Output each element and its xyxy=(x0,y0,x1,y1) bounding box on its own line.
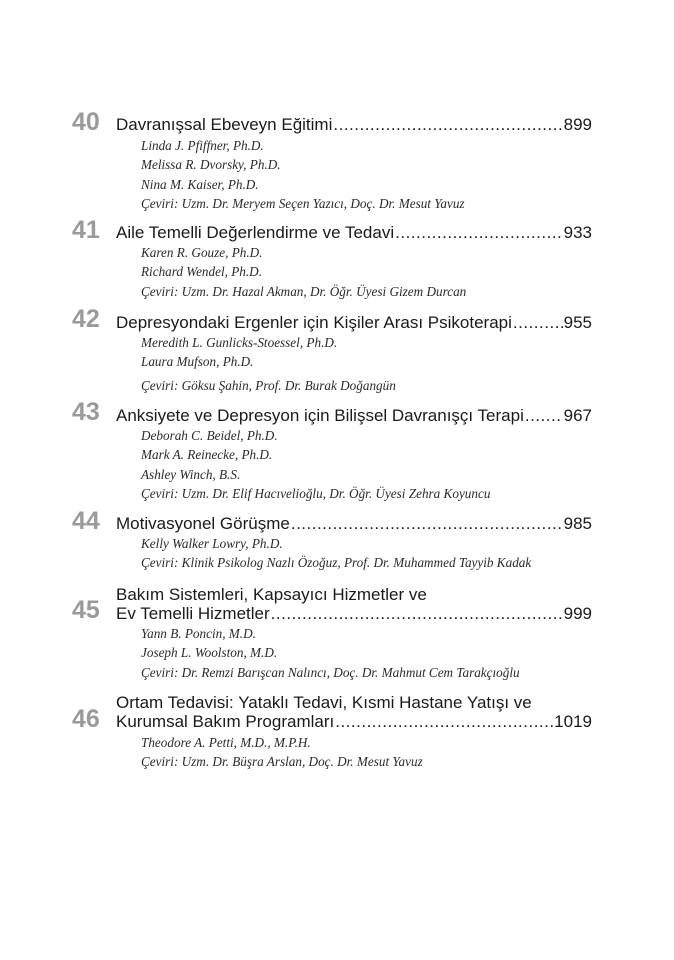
chapter-title-line[interactable] xyxy=(116,604,592,624)
chapter-number: 41 xyxy=(72,216,100,244)
author: Karen R. Gouze, Ph.D. xyxy=(141,245,263,260)
chapter-title: Kurumsal Bakım Programları xyxy=(116,712,335,731)
author: Melissa R. Dvorsky, Ph.D. xyxy=(141,157,281,173)
dot-leader xyxy=(525,406,563,426)
dot-leader xyxy=(333,115,562,135)
author: Deborah C. Beidel, Ph.D. xyxy=(141,428,278,443)
author-list xyxy=(141,243,611,301)
translator-line: Çeviri: Uzm. Dr. Meryem Seçen Yazıcı, Doç. Dr. Mesut Yavuz xyxy=(141,195,465,211)
page-number: 967 xyxy=(563,406,592,425)
chapter-title-line[interactable] xyxy=(116,223,592,243)
chapter-title-line[interactable] xyxy=(116,115,592,135)
chapter-title-line[interactable] xyxy=(116,514,592,534)
author: Kelly Walker Lowry, Ph.D. xyxy=(141,536,283,551)
chapter-title: Anksiyete ve Depresyon için Bilişsel Davranışçı Terapi xyxy=(116,406,524,425)
author: Yann B. Poncin, M.D. xyxy=(141,626,256,641)
dot-leader xyxy=(271,604,563,624)
chapter-title-line[interactable] xyxy=(116,313,592,333)
translator-line: Çeviri: Klinik Psikolog Nazlı Özoğuz, Prof. Dr. Muhammed Tayyib Kadak xyxy=(141,555,532,571)
chapter-title-line[interactable] xyxy=(116,693,592,713)
chapter-number: 40 xyxy=(72,108,100,136)
author-list xyxy=(141,733,611,772)
chapter-title-line[interactable] xyxy=(116,585,592,605)
chapter-title-line[interactable] xyxy=(116,406,592,426)
page-number: 1019 xyxy=(554,712,592,731)
page-number: 933 xyxy=(563,223,592,242)
chapter-title: Motivasyonel Görüşme xyxy=(116,514,290,533)
page-number: 985 xyxy=(563,514,592,533)
page-number: 899 xyxy=(563,115,592,134)
translator-line: Çeviri: Uzm. Dr. Büşra Arslan, Doç. Dr. Mesut Yavuz xyxy=(141,754,423,770)
chapter-number: 45 xyxy=(72,596,100,624)
dot-leader xyxy=(335,712,553,732)
page-number: 955 xyxy=(563,313,592,332)
author: Joseph L. Woolston, M.D. xyxy=(141,645,278,661)
chapter-number: 43 xyxy=(72,398,100,426)
chapter-number: 44 xyxy=(72,507,100,535)
author: Meredith L. Gunlicks-Stoessel, Ph.D. xyxy=(141,335,338,350)
translator-line: Çeviri: Uzm. Dr. Elif Hacıvelioğlu, Dr. Öğr. Üyesi Zehra Koyuncu xyxy=(141,485,491,501)
author: Laura Mufson, Ph.D. xyxy=(141,354,254,370)
chapter-title-line[interactable] xyxy=(116,712,592,732)
chapter-title: Ev Temelli Hizmetler xyxy=(116,604,270,623)
chapter-number: 42 xyxy=(72,305,100,333)
dot-leader xyxy=(395,223,563,243)
author: Theodore A. Petti, M.D., M.P.H. xyxy=(141,735,311,750)
translator-line: Çeviri: Uzm. Dr. Hazal Akman, Dr. Öğr. Üyesi Gizem Durcan xyxy=(141,283,467,299)
chapter-title: Aile Temelli Değerlendirme ve Tedavi xyxy=(116,223,395,242)
chapter-number: 46 xyxy=(72,705,100,733)
translator-line: Çeviri: Dr. Remzi Barışcan Nalıncı, Doç. Dr. Mahmut Cem Tarakçıoğlu xyxy=(141,664,520,680)
chapter-title: Bakım Sistemleri, Kapsayıcı Hizmetler ve xyxy=(116,585,427,604)
author-list xyxy=(141,333,611,395)
translator-line: Çeviri: Göksu Şahin, Prof. Dr. Burak Doğangün xyxy=(141,377,396,393)
author-list xyxy=(141,624,611,682)
page-number: 999 xyxy=(563,604,592,623)
chapter-title: Ortam Tedavisi: Yataklı Tedavi, Kısmi Hastane Yatışı ve xyxy=(116,693,532,712)
author: Nina M. Kaiser, Ph.D. xyxy=(141,176,259,192)
author: Ashley Winch, B.S. xyxy=(141,466,241,482)
author: Mark A. Reinecke, Ph.D. xyxy=(141,447,273,463)
dot-leader xyxy=(513,313,563,333)
chapter-title: Davranışsal Ebeveyn Eğitimi xyxy=(116,115,333,134)
author-list xyxy=(141,136,611,213)
author: Richard Wendel, Ph.D. xyxy=(141,264,262,280)
author-list xyxy=(141,426,611,503)
author: Linda J. Pfiffner, Ph.D. xyxy=(141,138,264,153)
dot-leader xyxy=(291,514,563,534)
author-list xyxy=(141,534,611,573)
chapter-title: Depresyondaki Ergenler için Kişiler Arası Psikoterapi xyxy=(116,313,512,332)
